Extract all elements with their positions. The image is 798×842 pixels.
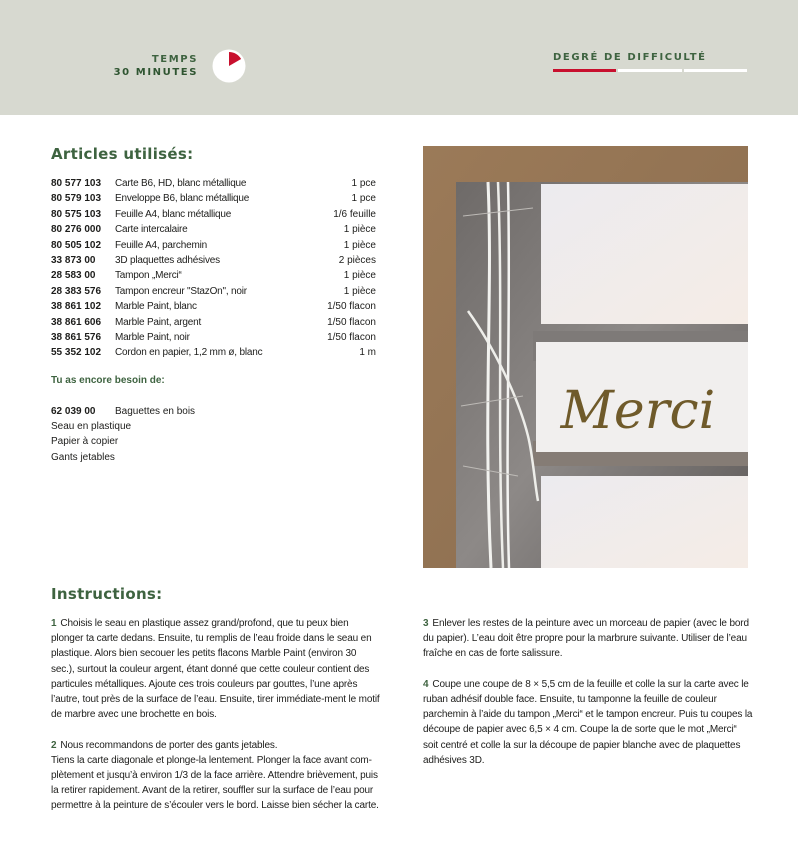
merci-stamp: Merci <box>560 381 716 441</box>
article-name: Feuille A4, parchemin <box>115 239 207 251</box>
article-name: Marble Paint, blanc <box>115 301 197 313</box>
instructions-title: Instructions: <box>51 585 163 603</box>
article-row <box>51 315 376 330</box>
card-photo <box>423 146 748 568</box>
article-row <box>51 253 376 268</box>
difficulty-label: DEGRÉ DE DIFFICULTÉ <box>553 52 707 63</box>
step-number: 2 <box>51 739 57 751</box>
step-text: Nous recommandons de porter des gants jetables. <box>60 739 278 751</box>
article-name: Cordon en papier, 1,2 mm ø, blanc <box>115 347 263 359</box>
need-code: 62 039 00 <box>51 406 96 417</box>
article-qty: 1/50 flacon <box>327 331 376 343</box>
article-code: 38 861 576 <box>51 331 102 343</box>
article-code: 80 505 102 <box>51 239 102 251</box>
article-row <box>51 238 376 253</box>
article-row <box>51 330 376 345</box>
article-qty: 1 pièce <box>343 285 376 297</box>
article-code: 28 383 576 <box>51 285 102 297</box>
article-name: Marble Paint, argent <box>115 316 202 328</box>
articles-list <box>51 176 376 361</box>
article-name: Carte intercalaire <box>115 224 188 236</box>
time-info <box>114 53 198 79</box>
step-text: Choisis le seau en plastique assez grand/profond, que tu peux bien plonger ta carte dedans. Ensuite, tu remplis de l’eau froide dans le seau en plastique. Alors bien secouer les petits flacons Marble Paint (environ 30 sec.), surtout la couleur argent, étant donné que cette couleur contient des particules métalliques. Ajoute ces trois couleurs par gouttes, l’une après l’autre, tout près de la surface de l’eau. Ensuite, tirer immédiate-ment le motif de marbre avec une brochette en bois. <box>51 618 380 721</box>
article-row <box>51 345 376 360</box>
article-code: 80 575 103 <box>51 208 102 220</box>
difficulty-segment <box>684 69 747 72</box>
article-row <box>51 191 376 206</box>
article-qty: 1/50 flacon <box>327 316 376 328</box>
article-code: 28 583 00 <box>51 270 96 282</box>
need-name: Seau en plastique <box>51 421 132 433</box>
instructions-column-right <box>423 616 753 783</box>
difficulty-segment <box>618 69 681 72</box>
need-list <box>51 404 195 465</box>
need-item <box>51 434 195 449</box>
article-qty: 1 pièce <box>343 270 376 282</box>
instruction-step <box>51 738 381 814</box>
instructions-column-left <box>51 616 381 829</box>
need-title: Tu as encore besoin de: <box>51 375 165 386</box>
instruction-step <box>51 616 381 722</box>
difficulty-meter <box>553 69 747 72</box>
article-code: 38 861 606 <box>51 316 102 328</box>
article-qty: 1/6 feuille <box>333 208 376 220</box>
article-name: Tampon „Merci“ <box>115 270 182 282</box>
articles-title: Articles utilisés: <box>51 145 194 163</box>
article-code: 80 276 000 <box>51 224 102 236</box>
step-number: 3 <box>423 618 429 629</box>
step-text: Coupe une coupe de 8 × 5,5 cm de la feuille et colle la sur la carte avec le ruban adhésif double face. Ensuite, tu tamponne la feuille de couleur parchemin à l’aide du tampon „Merci“ et le tampon encreur. Puis tu coupes la découpe de papier avec 6,5 × 4 cm. Coupe la de sorte que le mot „Merci“ soit centré et colle la sur la découpe de papier blanche avec de plaquettes adhésives 3D. <box>423 678 753 766</box>
article-row <box>51 176 376 191</box>
need-name: Papier à copier <box>51 436 119 448</box>
step-text: Enlever les restes de la peinture avec un morceau de papier (avec le bord du papier). L’eau doit être propre pour la marbrure suivante. Utiliser de l’eau fraîche en cas de forte salissure. <box>423 618 749 660</box>
article-row <box>51 284 376 299</box>
step-text: Tiens la carte diagonale et plonge-la lentement. Plonger la face avant com-plètement et jusqu’à environ 1/3 de la face arrière. Attendre brièvement, puis la retirer rapidement. Avant de la retirer, souffler sur la surface de l’eau pour permettre à la peinture de s’écouler vers le bord. Laisse bien sécher la carte. <box>51 754 379 812</box>
time-value: 30 MINUTES <box>113 67 198 78</box>
need-name: Gants jetables <box>51 451 115 463</box>
article-qty: 1 pce <box>351 178 376 189</box>
need-item <box>51 404 195 419</box>
article-name: Enveloppe B6, blanc métallique <box>115 193 250 205</box>
card-illustration <box>423 146 748 568</box>
article-qty: 2 pièces <box>338 254 376 266</box>
article-row <box>51 207 376 222</box>
article-qty: 1/50 flacon <box>327 301 376 313</box>
article-qty: 1 pièce <box>343 239 376 251</box>
article-name: Carte B6, HD, blanc métallique <box>115 178 247 189</box>
step-number: 1 <box>51 618 57 629</box>
article-row <box>51 222 376 237</box>
instruction-step <box>423 616 753 662</box>
need-item <box>51 450 195 465</box>
article-code: 80 577 103 <box>51 178 102 189</box>
article-qty: 1 pce <box>351 193 376 205</box>
step-number: 4 <box>423 678 429 690</box>
header-band <box>0 0 798 115</box>
article-row <box>51 268 376 283</box>
article-name: Tampon encreur "StazOn", noir <box>115 285 247 297</box>
need-name: Baguettes en bois <box>115 406 196 417</box>
article-name: Marble Paint, noir <box>115 331 190 343</box>
need-item <box>51 419 195 434</box>
time-label: TEMPS <box>151 54 198 65</box>
article-code: 38 861 102 <box>51 301 102 313</box>
clock-icon <box>212 49 246 83</box>
article-code: 33 873 00 <box>51 254 96 266</box>
instruction-step <box>423 677 753 768</box>
article-code: 80 579 103 <box>51 193 102 205</box>
article-name: Feuille A4, blanc métallique <box>115 208 232 220</box>
article-row <box>51 299 376 314</box>
article-code: 55 352 102 <box>51 347 102 359</box>
article-name: 3D plaquettes adhésives <box>115 254 220 266</box>
article-qty: 1 pièce <box>343 224 376 236</box>
article-qty: 1 m <box>359 347 376 359</box>
difficulty-segment <box>553 69 616 72</box>
